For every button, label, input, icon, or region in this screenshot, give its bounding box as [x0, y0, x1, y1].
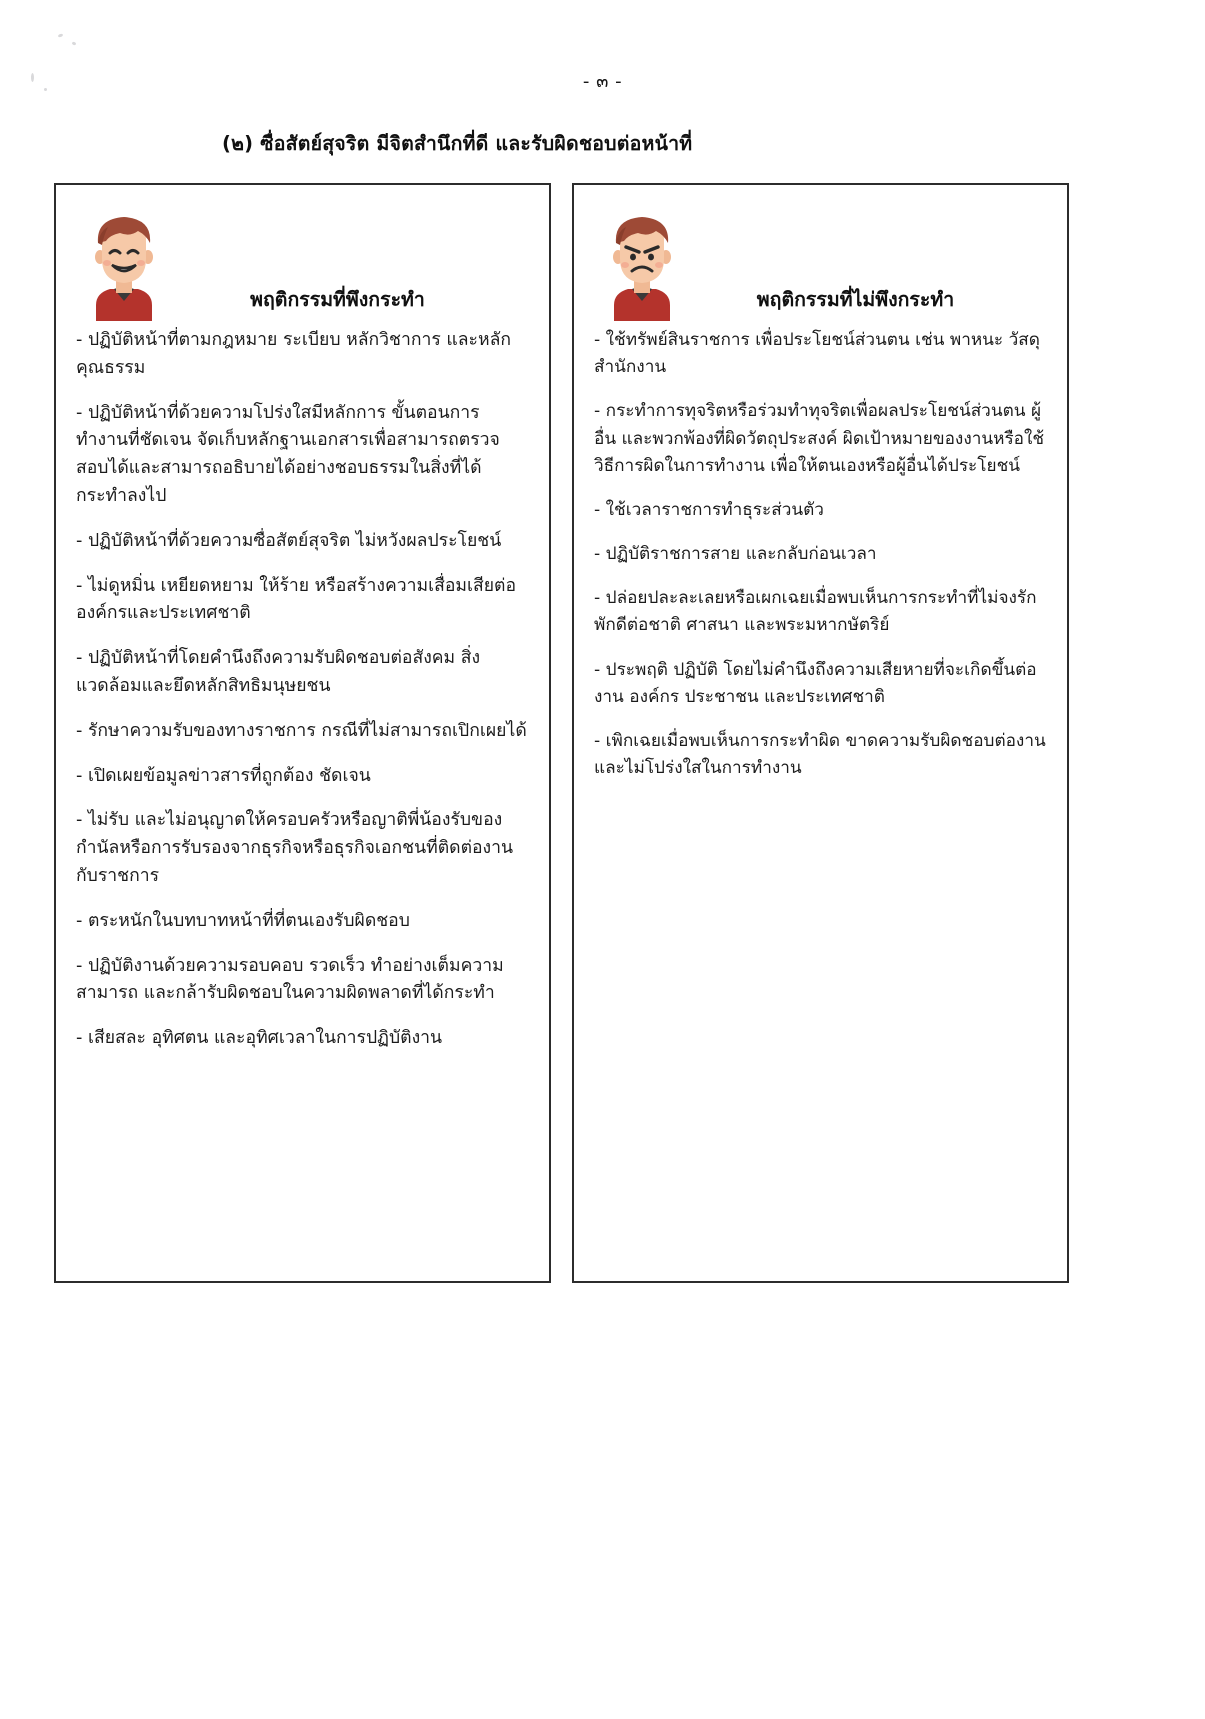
panel-header — [594, 203, 1047, 321]
list-item: - ไม่ดูหมิ่น เหยียดหยาม ให้ร้าย หรือสร้างความเสื่อมเสียต่อองค์กรและประเทศชาติ — [76, 575, 517, 624]
panel-title-undesirable: พฤติกรรมที่ไม่พึงกระทำ — [756, 288, 955, 311]
list-item: - ปฏิบัติราชการสาย และกลับก่อนเวลา — [594, 544, 877, 565]
scan-speckle — [58, 33, 64, 38]
list-item: - ตระหนักในบทบาทหน้าที่ที่ตนเองรับผิดชอบ — [76, 910, 410, 931]
two-column-layout — [54, 183, 1114, 1283]
panel-undesirable-behaviour — [572, 183, 1069, 1283]
page-number: - ๓ - — [582, 71, 623, 92]
list-item: - ปล่อยปละละเลยหรือเผกเฉยเมื่อพบเห็นการกระทำที่ไม่จงรักพักดีต่อชาติ ศาสนา และพระมหากษัตริย์ — [594, 588, 1037, 636]
desirable-behaviour-list — [76, 327, 529, 1053]
angry-boy-avatar-icon — [594, 209, 690, 321]
list-item: - ประพฤติ ปฏิบัติ โดยไม่คำนึงถึงความเสียหายที่จะเกิดขึ้นต่องาน องค์กร ประชาชน และประเทศชาติ — [594, 659, 1037, 707]
list-item: - ใช้ทรัพย์สินราชการ เพื่อประโยชน์ส่วนตน เช่น พาหนะ วัสดุสำนักงาน — [594, 330, 1040, 378]
list-item: - เสียสละ อุทิศตน และอุทิศเวลาในการปฏิบัติงาน — [76, 1028, 443, 1049]
panel-desirable-behaviour — [54, 183, 551, 1283]
list-item: - ปฏิบัติหน้าที่ตามกฎหมาย ระเบียบ หลักวิชาการ และหลักคุณธรรม — [76, 330, 512, 378]
list-item: - เพิกเฉยเมื่อพบเห็นการกระทำผิด ขาดความรับผิดชอบต่องาน และไม่โปร่งใสในการทำงาน — [594, 730, 1046, 779]
scan-speckle — [72, 41, 77, 45]
list-item: - กระทำการทุจริตหรือร่วมทำทุจริตเพื่อผลประโยชน์ส่วนตน ผู้อื่น และพวกพ้องที่ผิดวัตถุประสงค์ ผิดเป้าหมายของงานหรือใช้วิธีการผิดในการทำงาน เพื่อให้ตนเองหรือผู้อื่นได้ประโยชน์ — [594, 401, 1045, 476]
list-item: - รักษาความรับของทางราชการ กรณีที่ไม่สามารถเปิกเผยได้ — [76, 720, 527, 741]
page-title: (๒) ซื่อสัตย์สุจริต มีจิตสำนึกที่ดี และรับผิดชอบต่อหน้าที่ — [222, 132, 693, 155]
list-item: - เปิดเผยข้อมูลข่าวสารที่ถูกต้อง ชัดเจน — [76, 765, 371, 786]
list-item: - ปฏิบัติหน้าที่โดยคำนึงถึงความรับผิดชอบต่อสังคม สิ่งแวดล้อมและยึดหลักสิทธิมนุษยชน — [76, 648, 481, 696]
list-item: - ปฏิบัติหน้าที่ด้วยความซื่อสัตย์สุจริต ไม่หวังผลประโยชน์ — [76, 530, 502, 551]
panel-header — [76, 203, 529, 321]
list-item: - ไม่รับ และไม่อนุญาตให้ครอบครัวหรือญาติพี่น้องรับของกำนัลหรือการรับรองจากธุรกิจหรือธุรกิจเอกชนที่ติดต่องานกับราชการ — [76, 810, 514, 886]
panel-title-desirable: พฤติกรรมที่พึงกระทำ — [250, 288, 425, 311]
undesirable-behaviour-list — [594, 327, 1047, 782]
list-item: - ปฏิบัติงานด้วยความรอบคอบ รวดเร็ว ทำอย่างเต็มความสามารถ และกล้ารับผิดชอบในความผิดพลาดที่ได้กระทำ — [76, 955, 504, 1004]
list-item: - ใช้เวลาราชการทำธุระส่วนตัว — [594, 499, 824, 520]
happy-boy-avatar-icon — [76, 209, 172, 321]
list-item: - ปฏิบัติหน้าที่ด้วยความโปร่งใสมีหลักการ ขั้นตอนการทำงานที่ชัดเจน จัดเก็บหลักฐานเอกสารเพื่อสามารถตรวจสอบได้และสามารถอธิบายได้อย่างชอบธรรมในสิ่งที่ได้กระทำลงไป — [76, 402, 500, 506]
